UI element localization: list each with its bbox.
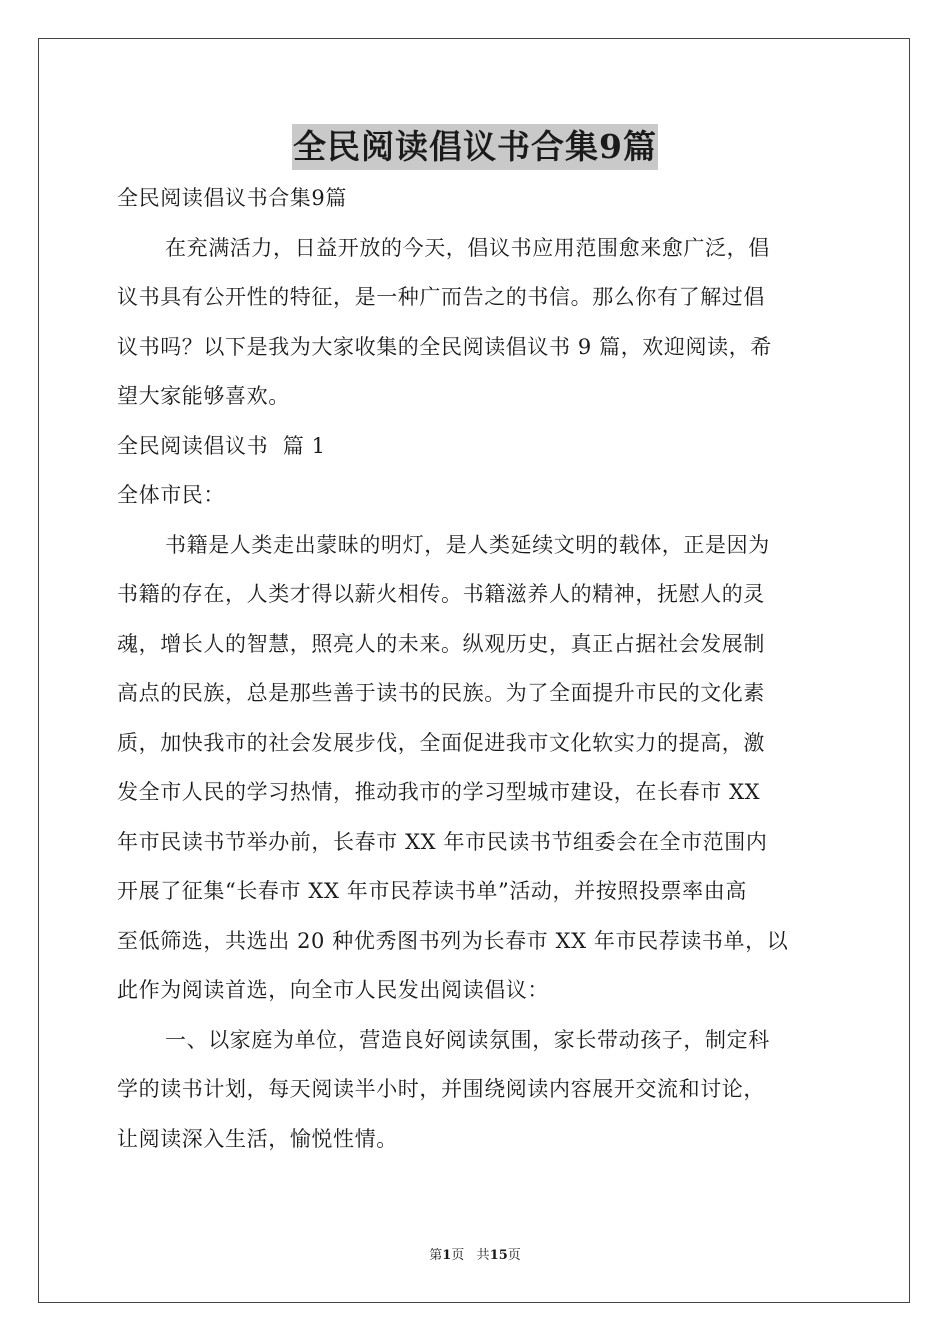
item-one-line: 学的读书计划，每天阅读半小时，并围绕阅读内容展开交流和讨论， [117, 1077, 765, 1101]
page-footer [0, 1246, 950, 1266]
body-line: 开展了征集“长春市 XX 年市民荐读书单”活动，并按照投票率由高 [117, 879, 747, 903]
document-body [117, 174, 833, 1164]
current-page-number: 1 [442, 1248, 452, 1263]
total-prefix: 共 [476, 1248, 490, 1263]
body-line: 魂，增长人的智慧，照亮人的未来。纵观历史，真正占据社会发展制 [117, 631, 765, 656]
intro-line: 议书吗？以下是我为大家收集的全民阅读倡议书 9 篇，欢迎阅读，希 [117, 334, 772, 359]
total-pages-number: 15 [489, 1248, 508, 1263]
intro-paragraph [117, 224, 833, 422]
body-line: 至低筛选，共选出 20 种优秀图书列为长春市 XX 年市民荐读书单，以 [117, 928, 789, 953]
body-line: 此作为阅读首选，向全市人民发出阅读倡议： [117, 978, 549, 1002]
item-one-line: 一、以家庭为单位，营造良好阅读氛围，家长带动孩子，制定科 [165, 1027, 770, 1052]
body-line: 年市民读书节举办前，长春市 XX 年市民读书节组委会在全市范围内 [117, 829, 768, 854]
body-line: 质，加快我市的社会发展步伐，全面促进我市文化软实力的提高，激 [117, 730, 765, 755]
page-suffix: 页 [451, 1248, 465, 1263]
item-one-line: 让阅读深入生活，愉悦性情。 [117, 1126, 398, 1151]
document-subtitle: 全民阅读倡议书合集9篇 [117, 186, 347, 210]
body-line: 书籍是人类走出蒙昧的明灯，是人类延续文明的载体，正是因为 [165, 532, 770, 557]
body-line: 书籍的存在，人类才得以薪火相传。书籍滋养人的精神，抚慰人的灵 [117, 582, 765, 606]
item-one-paragraph [117, 1016, 833, 1165]
section-heading: 全民阅读倡议书 篇 1 [117, 433, 326, 458]
body-line: 高点的民族，总是那些善于读书的民族。为了全面提升市民的文化素 [117, 681, 765, 705]
page-prefix: 第 [429, 1248, 443, 1263]
salutation: 全体市民： [117, 483, 225, 507]
total-suffix: 页 [507, 1248, 521, 1263]
body-line: 发全市人民的学习热情，推动我市的学习型城市建设，在长春市 XX [117, 780, 761, 804]
body-paragraph [117, 521, 833, 1016]
intro-line: 在充满活力，日益开放的今天，倡议书应用范围愈来愈广泛，倡 [165, 235, 770, 260]
document-title-text: 全民阅读倡议书合集9篇 [292, 124, 658, 170]
document-title [0, 122, 950, 172]
intro-line: 望大家能够喜欢。 [117, 384, 290, 408]
intro-line: 议书具有公开性的特征，是一种广而告之的书信。那么你有了解过倡 [117, 285, 765, 309]
